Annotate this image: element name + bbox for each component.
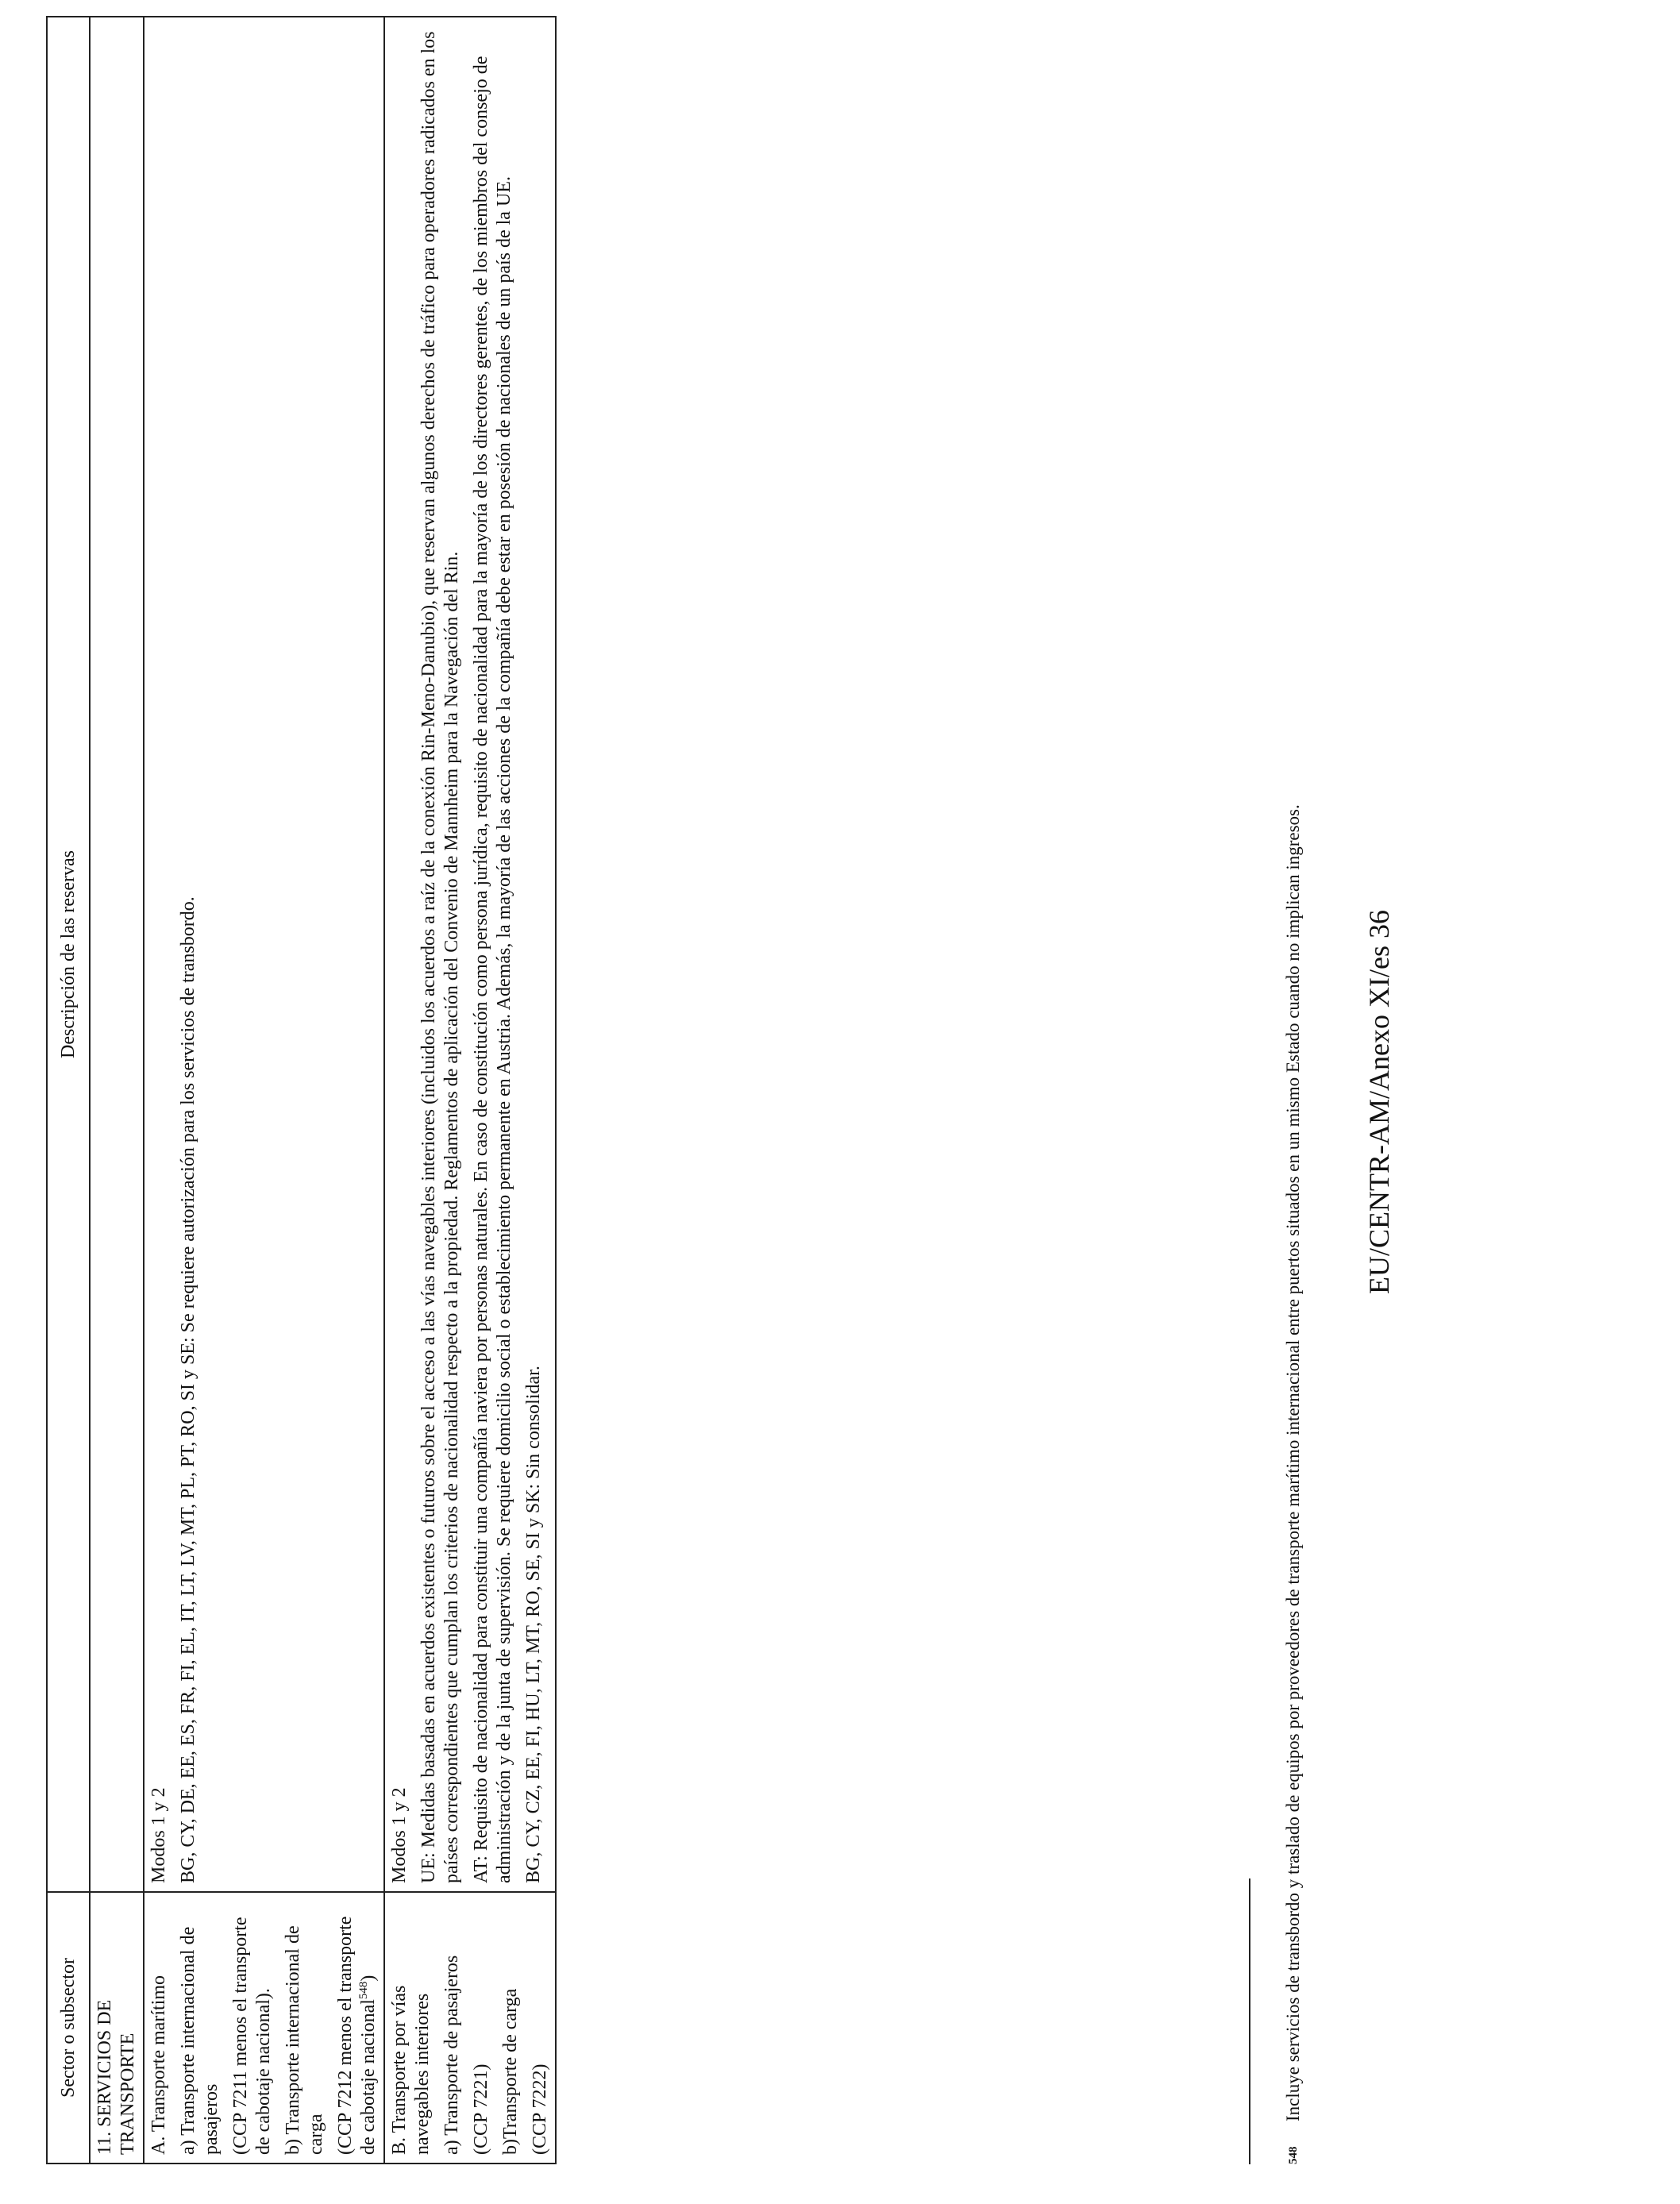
table-header-row [47, 17, 90, 2164]
sector-line: a) Transporte de pasajeros [441, 1955, 462, 2155]
footnote [1282, 84, 1304, 2164]
description-paragraph: Modos 1 y 2 [389, 1787, 410, 1883]
footnote-reference[interactable]: 548 [357, 1981, 370, 2000]
footnote-divider [1249, 1878, 1250, 2164]
sector-cell [144, 1892, 384, 2164]
sector-line: b)Transporte de carga [500, 1988, 521, 2155]
description-cell [144, 17, 384, 1892]
section-title-row [90, 17, 144, 2164]
description-paragraph: Modos 1 y 2 [148, 1787, 169, 1883]
sector-line: (CCP 7222) [530, 2063, 550, 2155]
table-row [384, 17, 556, 2164]
section-title: 11. SERVICIOS DE TRANSPORTE [90, 1892, 144, 2164]
page-footer: EU/CENTR-AM/Anexo XI/es 36 [1363, 910, 1395, 1294]
header-sector: Sector o subsector [47, 1892, 90, 2164]
section-empty-cell [90, 17, 144, 1892]
sector-line: B. Transporte por vías navegables interiores [389, 1985, 433, 2155]
sector-cell [384, 1892, 556, 2164]
closing-parenthesis: ) [358, 1975, 379, 1982]
sector-line: (CCP 7211 menos el transporte de cabotaje nacional). [230, 1917, 274, 2155]
description-paragraph: BG, CY, DE, EE, ES, FR, FI, EL, IT, LT, LV, MT, PL, PT, RO, SI y SE: Se requiere autorización para los servicios de transbordo. [178, 896, 198, 1883]
footnote-number: 548 [1287, 2146, 1300, 2164]
sector-line: A. Transporte marítimo [148, 1975, 169, 2155]
sector-line: (CCP 7221) [471, 2063, 491, 2155]
description-cell [384, 17, 556, 1892]
footnote-text: Incluye servicios de transbordo y traslado de equipos por proveedores de transporte marítimo internacional entre puertos situados en un mismo Estado cuando no implican ingresos. [1283, 804, 1303, 2121]
table-row [144, 17, 384, 2164]
description-paragraph: BG, CY, CZ, EE, FI, HU, LT, MT, RO, SE, SI y SK: Sin consolidar. [523, 1366, 544, 1883]
reservations-table [46, 16, 557, 2164]
sector-line: (CCP 7212 menos el transporte de cabotaje nacional [335, 1916, 379, 2155]
sector-line: b) Transporte internacional de carga [283, 1925, 326, 2155]
sector-line-with-footnote [334, 1901, 380, 2155]
sector-line: a) Transporte internacional de pasajeros [178, 1926, 222, 2155]
description-paragraph: AT: Requisito de nacionalidad para constituir una compañía naviera por personas naturales. En caso de constitución como persona jurídica, requisito de nacionalidad para la mayoría de los directores gerentes, de los miembros del consejo de administración y de la junta de supervisión. Se requiere domicilio social o establecimiento permanente en Austria. Además, la mayoría de las acciones de la compañía debe estar en posesión de nacionales de un país de la UE. [471, 56, 514, 1883]
description-paragraph: UE: Medidas basadas en acuerdos existentes o futuros sobre el acceso a las vías navegables interiores (incluidos los acuerdos a raíz de la conexión Rin-Meno-Danubio), que reservan algunos derechos de tráfico para operadores radicados en los países correspondientes que cumplan los criterios de nacionalidad respecto a la propiedad. Reglamentos de aplicación del Convenio de Mannheim para la Navegación del Rin. [418, 31, 462, 1883]
header-description: Descripción de las reservas [47, 17, 90, 1892]
